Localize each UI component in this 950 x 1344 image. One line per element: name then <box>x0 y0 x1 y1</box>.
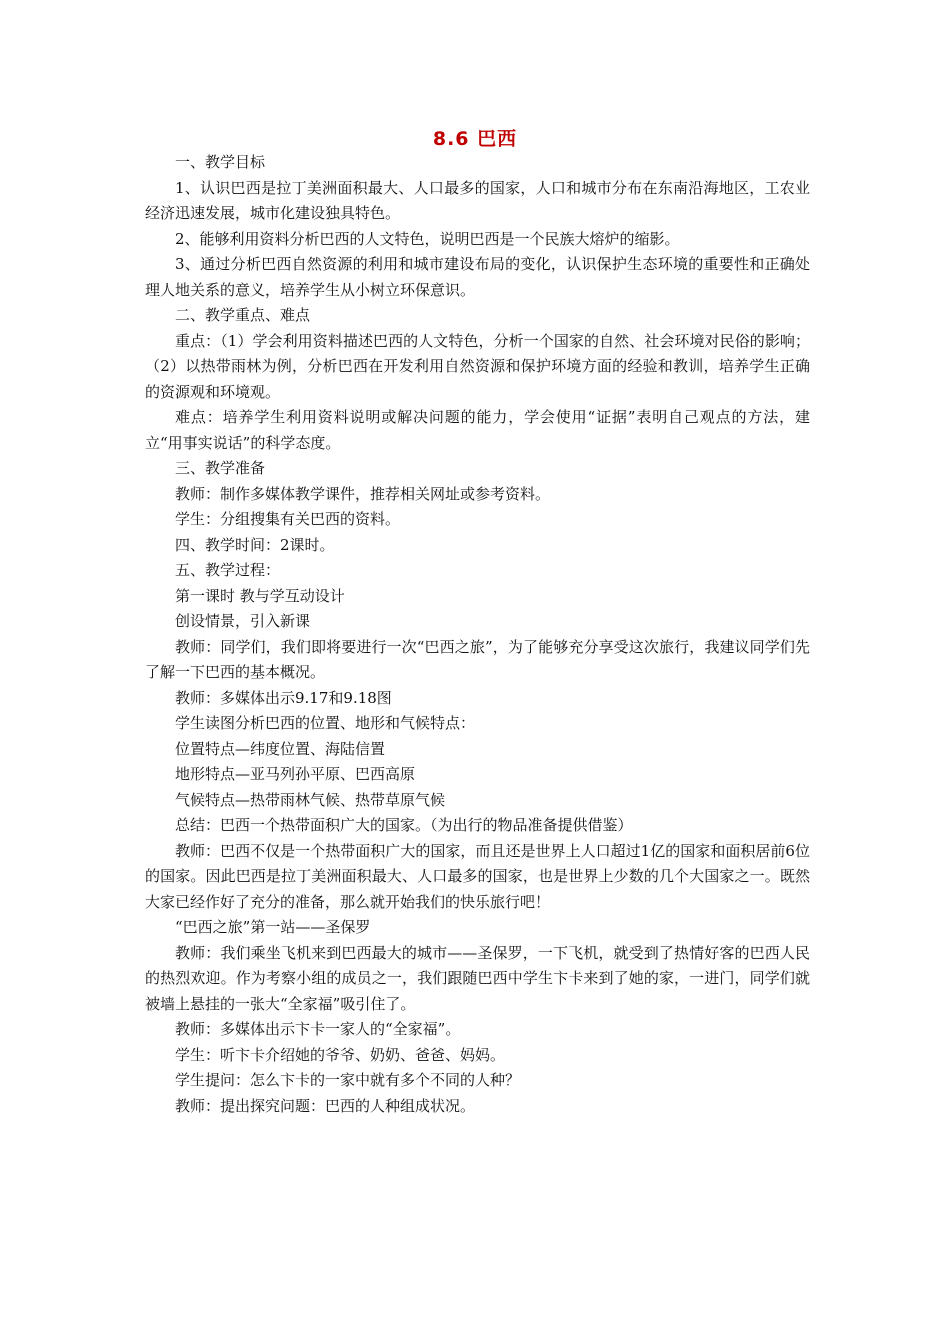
paragraph: 教师：我们乘坐飞机来到巴西最大的城市——圣保罗，一下飞机，就受到了热情好客的巴西人民的热烈欢迎。作为考察小组的成员之一，我们跟随巴西中学生卞卡来到了她的家，一进门，同学们就被墙上悬挂的一张大“全家福”吸引住了。 <box>145 943 810 1013</box>
paragraph: 重点：（1）学会利用资料描述巴西的人文特色，分析一个国家的自然、社会环境对民俗的影响；（2）以热带雨林为例，分析巴西在开发利用自然资源和保护环境方面的经验和教训，培养学生正确的资源观和环境观。 <box>145 331 810 401</box>
paragraph: 学生：听卞卡介绍她的爷爷、奶奶、爸爸、妈妈。 <box>175 1045 506 1064</box>
paragraph: 教师：巴西不仅是一个热带面积广大的国家，而且还是世界上人口超过1亿的国家和面积居前6位的国家。因此巴西是拉丁美洲面积最大、人口最多的国家，也是世界上少数的几个大国家之一。既然大家已经作好了充分的准备，那么就开始我们的快乐旅行吧！ <box>145 841 810 911</box>
paragraph: 难点：培养学生利用资料说明或解决问题的能力，学会使用“证据”表明自己观点的方法，建立“用事实说话”的科学态度。 <box>145 408 810 452</box>
heading-process: 五、教学过程： <box>175 561 281 579</box>
heading-objectives: 一、教学目标 <box>175 153 266 171</box>
paragraph: 地形特点—亚马列孙平原、巴西高原 <box>175 765 416 783</box>
paragraph: 总结：巴西一个热带面积广大的国家。（为出行的物品准备提供借鉴） <box>175 816 633 834</box>
paragraph: 教师：提出探究问题：巴西的人种组成状况。 <box>175 1096 476 1115</box>
paragraph: 学生提问：怎么卞卡的一家中就有多个不同的人种？ <box>175 1071 521 1089</box>
heading-key-points: 二、教学重点、难点 <box>175 306 311 324</box>
paragraph: 教师：同学们，我们即将要进行一次“巴西之旅”，为了能够充分享受这次旅行，我建议同学们先了解一下巴西的基本概况。 <box>145 637 810 681</box>
heading-preparation: 三、教学准备 <box>175 459 266 477</box>
paragraph: 1、认识巴西是拉丁美洲面积最大、人口最多的国家，人口和城市分布在东南沿海地区，工农业经济迅速发展，城市化建设独具特色。 <box>145 178 810 222</box>
paragraph: 3、通过分析巴西自然资源的利用和城市建设布局的变化，认识保护生态环境的重要性和正确处理人地关系的意义，培养学生从小树立环保意识。 <box>145 255 810 299</box>
paragraph: 2、能够利用资料分析巴西的人文特色，说明巴西是一个民族大熔炉的缩影。 <box>175 229 680 248</box>
paragraph: 第一课时 教与学互动设计 <box>175 586 345 605</box>
paragraph: “巴西之旅”第一站——圣保罗 <box>175 918 371 936</box>
paragraph: 教师：多媒体出示9.17和9.18图 <box>175 688 392 707</box>
paragraph: 创设情景，引入新课 <box>175 612 311 630</box>
document-body <box>145 150 810 1119</box>
paragraph: 气候特点—热带雨林气候、热带草原气候 <box>175 790 446 809</box>
paragraph: 学生：分组搜集有关巴西的资料。 <box>175 510 401 528</box>
document-title: 8.6 巴西 <box>432 128 518 150</box>
paragraph: 位置特点—纬度位置、海陆信置 <box>175 739 386 758</box>
paragraph: 学生读图分析巴西的位置、地形和气候特点： <box>175 714 476 732</box>
heading-time: 四、教学时间：2课时。 <box>175 535 335 554</box>
paragraph: 教师：多媒体出示卞卡一家人的“全家福”。 <box>175 1020 461 1038</box>
paragraph: 教师：制作多媒体教学课件，推荐相关网址或参考资料。 <box>175 484 551 503</box>
